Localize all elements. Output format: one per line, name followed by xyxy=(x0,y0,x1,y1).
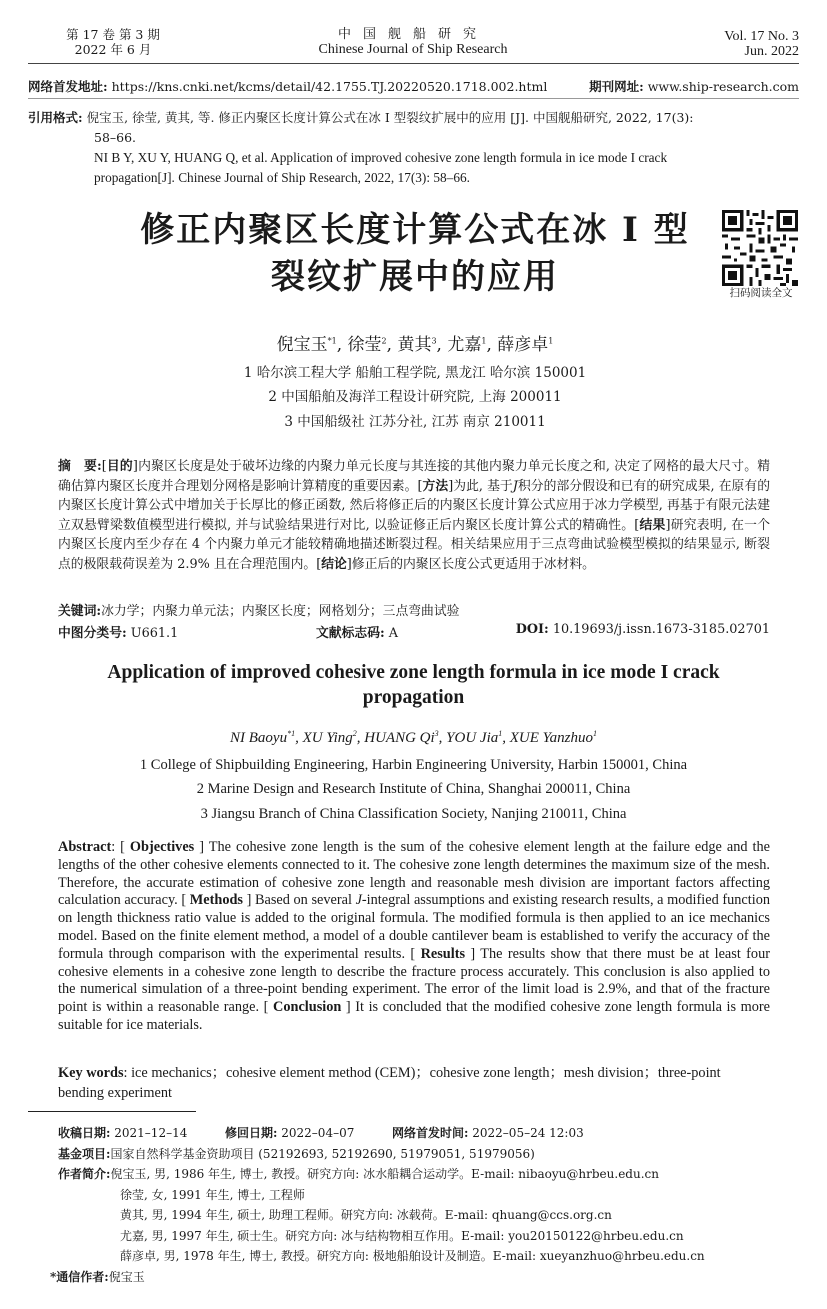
bio-row xyxy=(58,1164,798,1185)
received-date: 2021–12–14 xyxy=(114,1126,188,1140)
author-en: XU Ying$^2$ xyxy=(302,729,357,746)
author-en: YOU Jia$^1$ xyxy=(446,729,503,746)
abstract-en-objectives: The cohesive zone length is the sum of the cohesive element length at the failure edge and the lengths of the other cohesive elements connected to it. The cohesive zone length determines the maximum size of the mesh. Therefore, the accurate estimation of cohesive zone length and reasonable mesh division are important factors affecting calculation accuracy. xyxy=(58,839,770,909)
doc-code xyxy=(316,622,398,641)
title-en-line2: propagation xyxy=(362,687,465,708)
abstract-cn-objectives-tag: 目的 xyxy=(106,459,133,474)
online-address-link[interactable]: https://kns.cnki.net/kcms/detail/42.1755.TJ.20220520.1718.002.html xyxy=(111,79,548,94)
keywords-cn-label: 关键词: xyxy=(58,604,102,619)
citation-cn-text: 倪宝玉, 徐莹, 黄其, 等. 修正内聚区长度计算公式在冰 I 型裂纹扩展中的应用 [J]. 中国舰船研究, 2022, 17(3): xyxy=(86,110,694,125)
abstract-en: Abstract: [ Objectives ] The cohesive zone length is the sum of the cohesive element length at the failure edge and the lengths of the other cohesive elements connected to it. The cohesive zone length determines the maximum size of the mesh. Therefore, the accurate estimation of cohesive zone length and reasonable mesh division are important factors affecting calculation accuracy. [ Methods ] Based on several J-integral assumptions and existing research results, a modified function on length thickness ratio value is added to the original formula. The modified formula is then applied to an ice mechanics model. Based on the finite element method, a model of a double cantilever beam is established to verify the accuracy of the formula through comparison with the experimental results. [ Results ] The results show that there must be at least four cohesive elements in a cohesive zone length to describe the fracture process accurately. This conclusion is also applied to the numerical simulation of a three-point bending experiment. The error of the limit load is 2.9%, and that of the fracture point is within a reasonable range. [ Conclusion ] It is concluded that the modified cohesive zone length formula is more suitable for ice materials. xyxy=(58,839,770,1033)
title-en xyxy=(70,660,757,710)
received-label: 收稿日期: xyxy=(58,1126,111,1140)
citation-en-line1: NI B Y, XU Y, HUANG Q, et al. Application of improved cohesive zone length formula in ice mode I crack xyxy=(94,150,668,165)
abstract-cn: 摘 要:[目的]内聚区长度是处于破坏边缘的内聚力单元长度与其连接的其他内聚力单元长度之和, 决定了网格的最大尺寸。精确估算内聚区长度并合理划分网格是影响计算精度的重要因素。[方法]为此, 基于J积分的部分假设和已有的研究成果, 在原有的内聚区长度计算公式中增加关于长厚比的修正函数, 然后将修正后的内聚区长度计算公式应用于冰力学模型, 再基于有限元法建立双悬臂梁数值模型进行模拟, 并与试验结果进行对比, 以验证修正后内聚区长度计算公式的精确性。[结果]研究表明, 在一个内聚区长度内至少存在 4 个内聚力单元才能较精确地描述断裂过程。相关结果应用于三点弯曲试验模型模拟的结果显示, 断裂点的极限载荷误差为 2.9% 且在合理范围内。[结论]修正后的内聚区长度公式更适用于冰材料。 xyxy=(58,459,771,572)
keywords-en: Key words: ice mechanics；cohesive element method (CEM)；cohesive zone length；mesh division；three-point bending experiment xyxy=(58,1065,721,1101)
abstract-en-methods-a: Based on several xyxy=(254,892,352,909)
author-cn: 黄其$^3$ xyxy=(397,335,437,355)
abstract-en-results-tag: Results xyxy=(420,945,466,962)
fund-text: 国家自然科学基金资助项目 (52192693, 52192690, 51979051, 51979056) xyxy=(110,1146,535,1161)
journal-site-link[interactable]: www.ship-research.com xyxy=(647,79,799,94)
title-en-line1: Application of improved cohesive zone length formula in ice mode I crack xyxy=(107,662,720,683)
abstract-en-label: Abstract xyxy=(58,839,112,855)
abstract-cn-methods-b: 积分的部分假设和已有的研究成果, 在原有的内聚区长度计算公式中增加关于长厚比的修正函数, 然后将修正后的内聚区长度计算公式应用于冰力学模型, 再基于有限元法建立双悬臂梁数值模型进行模拟, 并与试验结果进行对比, 以验证修正后内聚区长度计算公式的精确性。 xyxy=(58,478,771,533)
dates-row xyxy=(58,1123,798,1144)
abstract-en-results: The results show that there must be at least four cohesive elements in a cohesive zone length to describe the fracture process accurately. This conclusion is also applied to the numerical simulation of a three-point bending experiment. The error of the limit load is 2.9%, and that of the fracture point is within a reasonable range. xyxy=(58,945,770,1016)
bio-item: 薛彦卓, 男, 1978 年生, 博士, 教授。研究方向: 极地船舶设计及制造。E-mail: xueyanzhuo@hrbeu.edu.cn xyxy=(120,1249,705,1263)
affiliation-en-3: 3 Jiangsu Branch of China Classification Society, Nanjing 210011, China xyxy=(200,806,627,822)
abstract-en-methods-tag: Methods xyxy=(189,892,243,909)
author-cn: 徐莹$^2$ xyxy=(347,335,387,355)
author-cn: 薛彦卓$^1$ xyxy=(497,335,554,355)
header-volume-en xyxy=(649,29,799,59)
qr-code-image[interactable] xyxy=(722,210,798,286)
journal-site-label: 期刊网址: xyxy=(589,79,644,94)
affiliation-cn-3: 3 中国船级社 江苏分社, 江苏 南京 210011 xyxy=(284,414,546,430)
author-en: NI Baoyu$^{*1}$ xyxy=(230,729,296,746)
abstract-en-conclusion: It is concluded that the modified cohesive zone length formula is more suitable for ice materials. xyxy=(58,999,770,1033)
title-cn-line1: 修正内聚区长度计算公式在冰 I 型 xyxy=(140,210,690,250)
corresponding-author xyxy=(50,1268,145,1285)
doi-label: DOI: xyxy=(515,622,549,637)
header-volume-cn xyxy=(38,27,188,57)
bio-item: 倪宝玉, 男, 1986 年生, 博士, 教授。研究方向: 冰水船耦合运动学。E-mail: nibaoyu@hrbeu.edu.cn xyxy=(110,1167,659,1181)
j-integral-symbol-en: J xyxy=(355,892,362,909)
volume-issue-cn: 第 17 卷 第 3 期 xyxy=(66,27,160,42)
j-integral-symbol: J xyxy=(512,478,518,494)
fund-row xyxy=(58,1144,798,1165)
abstract-cn-conclusion-tag: 结论 xyxy=(321,556,347,572)
abstract-cn-label: 摘 要: xyxy=(58,459,102,474)
doc-code-value: A xyxy=(388,626,399,641)
citation-label: 引用格式: xyxy=(28,110,83,125)
title-cn-line2: 裂纹扩展中的应用 xyxy=(271,257,559,297)
corresponding-label: *通信作者: xyxy=(50,1270,109,1284)
qr-code-caption: 扫码阅读全文 xyxy=(729,287,793,299)
author-en: XUE Yanzhuo$^1$ xyxy=(509,729,597,746)
bio-item: 黄其, 男, 1994 年生, 硕士, 助理工程师。研究方向: 冰载荷。E-mail: qhuang@ccs.org.cn xyxy=(120,1208,612,1222)
classification-line xyxy=(58,622,770,641)
header-journal xyxy=(263,27,563,57)
revised-label: 修回日期: xyxy=(225,1126,278,1140)
abstract-cn-methods-tag: 方法 xyxy=(422,478,449,494)
volume-issue-en: Vol. 17 No. 3 xyxy=(724,29,799,44)
bio-item: 徐莹, 女, 1991 年生, 博士, 工程师 xyxy=(120,1187,305,1202)
title-cn xyxy=(120,207,710,301)
abstract-cn-conclusion: 修正后的内聚区长度公式更适用于冰材料。 xyxy=(351,556,595,572)
journal-name-en: Chinese Journal of Ship Research xyxy=(318,42,508,57)
abstract-cn-methods-a: 为此, 基于 xyxy=(453,478,513,494)
revised-date: 2022–04–07 xyxy=(281,1126,355,1140)
authors-en: NI Baoyu$^{*1}$, XU Ying$^2$, HUANG Qi$^3$, YOU Jia$^1$, XUE Yanzhuo$^1$ xyxy=(230,729,597,746)
author-en: HUANG Qi$^3$ xyxy=(364,729,439,746)
netline-rule xyxy=(28,98,799,99)
author-cn: 倪宝玉$^{*1}$ xyxy=(276,335,337,355)
journal-name-cn: 中国舰船研究 xyxy=(337,27,488,42)
affiliation-cn-1: 1 哈尔滨工程大学 船舶工程学院, 黑龙江 哈尔滨 150001 xyxy=(243,365,587,381)
citation-block xyxy=(28,108,799,188)
corresponding-name: 倪宝玉 xyxy=(108,1270,145,1284)
clc-number: U661.1 xyxy=(130,626,179,641)
citation-cn-line1 xyxy=(28,108,799,128)
abstract-cn-results-tag: 结果 xyxy=(639,517,666,533)
doi xyxy=(516,622,770,637)
online-first-time: 2022–05–24 12:03 xyxy=(472,1126,584,1140)
author-cn: 尤嘉$^1$ xyxy=(447,335,487,355)
date-en: Jun. 2022 xyxy=(744,44,799,59)
online-address-label: 网络首发地址: xyxy=(28,79,108,94)
keywords-en-text: ice mechanics；cohesive element method (CEM)；cohesive zone length；mesh division；three-point bending experiment xyxy=(58,1065,721,1101)
abstract-cn-objectives: 内聚区长度是处于破坏边缘的内聚力单元长度与其连接的其他内聚力单元长度之和, 决定了网格的最大尺寸。精确估算内聚区长度并合理划分网格是影响计算精度的重要因素。 xyxy=(58,459,771,494)
keywords-cn xyxy=(58,600,770,619)
fund-label: 基金项目: xyxy=(58,1146,111,1161)
affiliation-cn-2: 2 中国船舶及海洋工程设计研究院, 上海 200011 xyxy=(268,389,562,405)
journal-site xyxy=(589,77,799,95)
doi-link[interactable]: 10.19693/j.issn.1673-3185.02701 xyxy=(552,622,770,637)
abstract-en-methods-b: -integral assumptions and existing research results, a modified function on length thickness ratio value is added to the original formula. The modified formula is then applied to an ice mechanics model. Based on the finite element method, a model of a double cantilever beam is established to verify the accuracy of the formula through comparison with the experimental results. xyxy=(58,892,770,962)
bio-label: 作者简介: xyxy=(58,1167,111,1181)
authors-cn: 倪宝玉$^{*1}$, 徐莹$^2$, 黄其$^3$, 尤嘉$^1$, 薛彦卓$^1$ xyxy=(276,335,554,355)
keywords-en-label: Key words xyxy=(58,1065,124,1081)
online-address-line xyxy=(28,77,799,95)
abstract-cn-results: 研究表明, 在一个内聚区长度内至少存在 4 个内聚力单元才能较精确地描述断裂过程。相关结果应用于三点弯曲试验模型模拟的结果显示, 断裂点的极限载荷误差为 2.9% 且在合理范围内。 xyxy=(58,517,770,572)
footnote-block xyxy=(58,1123,798,1267)
keywords-cn-text: 冰力学；内聚力单元法；内聚区长度；网格划分；三点弯曲试验 xyxy=(101,604,460,619)
affiliation-en-2: 2 Marine Design and Research Institute of China, Shanghai 200011, China xyxy=(196,781,631,797)
abstract-en-objectives-tag: Objectives xyxy=(129,839,195,855)
citation-en-line2: propagation[J]. Chinese Journal of Ship Research, 2022, 17(3): 58–66. xyxy=(94,170,470,185)
clc-label: 中图分类号: xyxy=(58,626,127,641)
footnote-rule xyxy=(28,1111,196,1112)
header-rule xyxy=(28,63,799,64)
abstract-en-conclusion-tag: Conclusion xyxy=(273,999,342,1016)
citation-cn-line2: 58–66. xyxy=(94,130,137,145)
bio-item: 尤嘉, 男, 1997 年生, 硕士生。研究方向: 冰与结构物相互作用。E-mail: you20150122@hrbeu.edu.cn xyxy=(120,1228,684,1243)
online-first-label: 网络首发时间: xyxy=(392,1126,469,1140)
affiliation-en-1: 1 College of Shipbuilding Engineering, Harbin Engineering University, Harbin 150001, China xyxy=(139,757,688,773)
doc-code-label: 文献标志码: xyxy=(316,626,385,641)
date-cn: 2022 年 6 月 xyxy=(74,42,152,57)
